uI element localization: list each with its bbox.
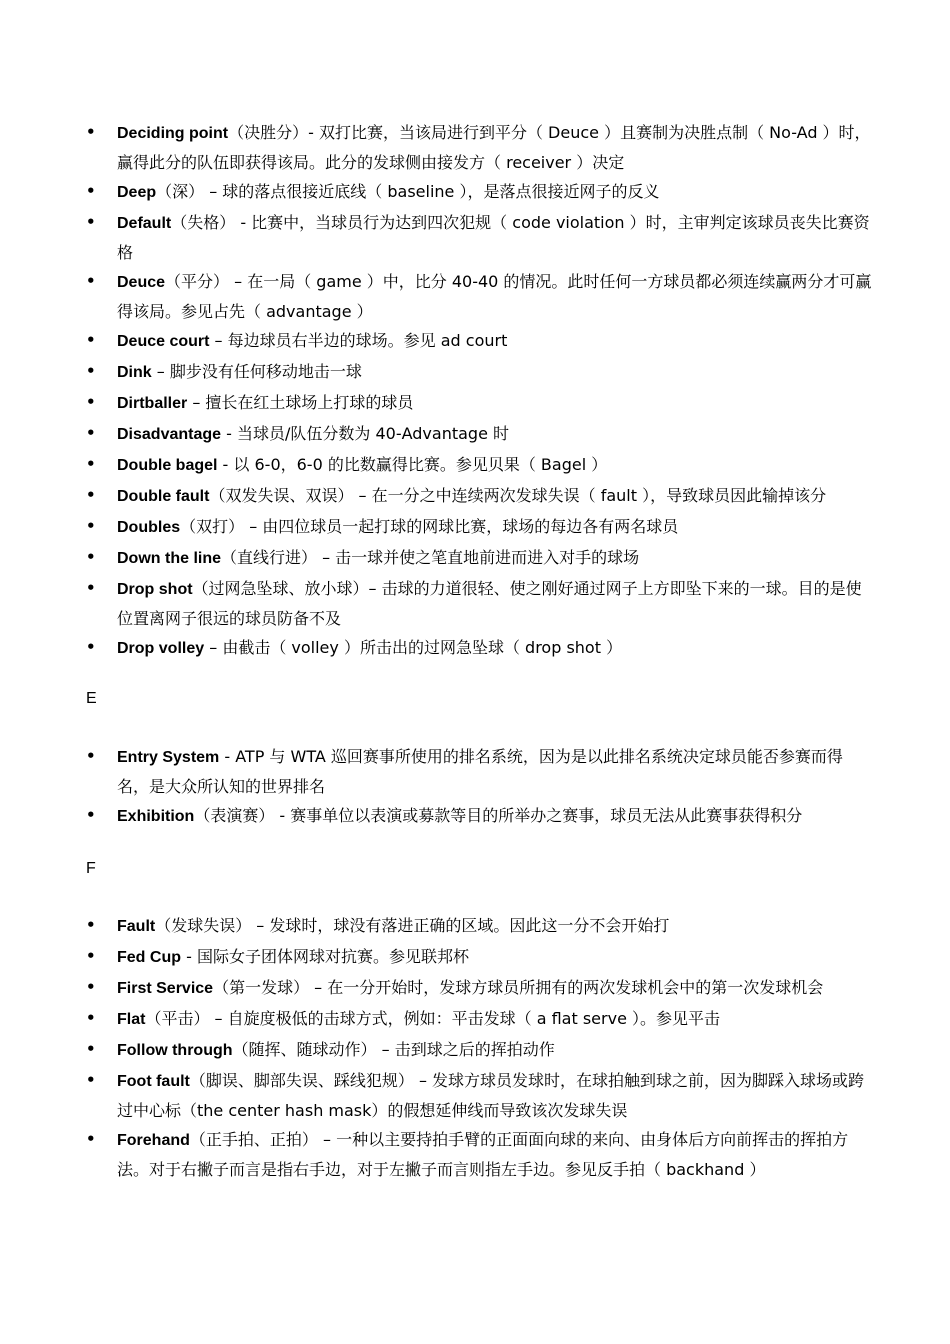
term: Dirtballer [117, 395, 188, 412]
definition: - 国际女子团体网球对抗赛。参见联邦杯 [181, 947, 469, 966]
list-item [0, 1066, 950, 1125]
definition: – 脚步没有任何移动地击一球 [151, 362, 362, 381]
definition: - ATP 与 WTA 巡回赛事所使用的排名系统，因为是以此排名系统决定球员能否参赛而得名，是大众所认知的世界排名 [117, 747, 843, 796]
definition: （过网急坠球、放小球）– 击球的力道很轻、使之刚好通过网子上方即坠下来的一球。目的是使位置离网子很远的球员防备不及 [117, 579, 862, 628]
bullet-icon: • [86, 213, 96, 231]
definition: （第一发球） – 在一分开始时，发球方球员所拥有的两次发球机会中的第一次发球机会 [213, 978, 824, 997]
bullet-icon: • [86, 362, 96, 380]
list-item [0, 419, 950, 450]
definition: - 当球员/队伍分数为 40-Advantage 时 [221, 424, 510, 443]
bullet-icon: • [86, 806, 96, 824]
term: Dink [117, 364, 152, 381]
definition: - 以 6-0，6-0 的比数赢得比赛。参见贝果（ Bagel ） [217, 455, 608, 474]
bullet-icon: • [86, 747, 96, 765]
list-item [0, 450, 950, 481]
list-item [0, 177, 950, 208]
definition: （失格） - 比赛中，当球员行为达到四次犯规（ code violation ）时，主审判定该球员丧失比赛资格 [117, 213, 870, 262]
list-item [0, 973, 950, 1004]
definition: （直线行进） – 击一球并使之笔直地前进而进入对手的球场 [221, 548, 640, 567]
definition: （平击） – 自旋度极低的击球方式，例如：平击发球（ a flat serve ）。参见平击 [145, 1009, 721, 1028]
term: Deciding point [117, 125, 229, 142]
list-item [0, 118, 950, 177]
section-letter-f: F [86, 860, 96, 877]
term: Deuce court [117, 333, 210, 350]
term: Fault [117, 918, 156, 935]
section-e [0, 742, 950, 832]
term: Deuce [117, 274, 166, 291]
list-item [0, 543, 950, 574]
definition: （决胜分）- 双打比赛，当该局进行到平分（ Deuce ）且赛制为决胜点制（ No-Ad ）时，赢得此分的队伍即获得该局。此分的发球侧由接发方（ receiver ）决定 [117, 123, 871, 172]
bullet-icon: • [86, 1130, 96, 1148]
definition: （脚误、脚部失误、踩线犯规） – 发球方球员发球时，在球拍触到球之前，因为脚踩入球场或跨过中心标（the center hash mask）的假想延伸线而导致该次发球失误 [117, 1071, 865, 1120]
bullet-icon: • [86, 638, 96, 656]
section-letter-e: E [86, 690, 97, 707]
bullet-icon: • [86, 1009, 96, 1027]
bullet-icon: • [86, 947, 96, 965]
bullet-icon: • [86, 272, 96, 290]
term: Double bagel [117, 457, 218, 474]
list-item [0, 1004, 950, 1035]
bullet-icon: • [86, 1040, 96, 1058]
definition: – 每边球员右半边的球场。参见 ad court [209, 331, 508, 350]
bullet-icon: • [86, 182, 96, 200]
term: Double fault [117, 488, 210, 505]
term: Entry System [117, 749, 220, 766]
bullet-icon: • [86, 486, 96, 504]
list-item [0, 574, 950, 633]
list-item [0, 481, 950, 512]
list-item [0, 801, 950, 832]
definition: （双打） – 由四位球员一起打球的网球比赛，球场的每边各有两名球员 [180, 517, 679, 536]
term: Exhibition [117, 808, 195, 825]
bullet-icon: • [86, 517, 96, 535]
term: Doubles [117, 519, 181, 536]
term: Default [117, 215, 172, 232]
definition: （平分） – 在一局（ game ）中，比分 40-40 的情况。此时任何一方球员都必须连续赢两分才可赢得该局。参见占先（ advantage ） [117, 272, 872, 321]
term: Flat [117, 1011, 146, 1028]
bullet-icon: • [86, 424, 96, 442]
definition: – 由截击（ volley ）所击出的过网急坠球（ drop shot ） [204, 638, 623, 657]
definition: – 擅长在红土球场上打球的球员 [187, 393, 414, 412]
bullet-icon: • [86, 916, 96, 934]
definition: （深） – 球的落点很接近底线（ baseline ），是落点很接近网子的反义 [156, 182, 660, 201]
list-item [0, 388, 950, 419]
bullet-icon: • [86, 1071, 96, 1089]
list-item [0, 512, 950, 543]
bullet-icon: • [86, 548, 96, 566]
term: Disadvantage [117, 426, 222, 443]
bullet-icon: • [86, 331, 96, 349]
definition: （发球失误） – 发球时，球没有落进正确的区域。因此这一分不会开始打 [155, 916, 670, 935]
term: Fed Cup [117, 949, 181, 966]
definition: （双发失误、双误） – 在一分之中连续两次发球失误（ fault ），导致球员因此输掉该分 [209, 486, 827, 505]
list-item [0, 267, 950, 326]
bullet-icon: • [86, 123, 96, 141]
list-item [0, 326, 950, 357]
list-item [0, 208, 950, 267]
definition: （随挥、随球动作） – 击到球之后的挥拍动作 [232, 1040, 555, 1059]
bullet-icon: • [86, 455, 96, 473]
definition: （表演赛） - 赛事单位以表演或募款等目的所举办之赛事，球员无法从此赛事获得积分 [194, 806, 803, 825]
term: Deep [117, 184, 157, 201]
list-item [0, 357, 950, 388]
bullet-icon: • [86, 978, 96, 996]
list-item [0, 942, 950, 973]
term: Down the line [117, 550, 221, 567]
term: Drop shot [117, 581, 193, 598]
section-f [0, 911, 950, 1184]
list-item [0, 1035, 950, 1066]
list-item [0, 1125, 950, 1184]
term: Drop volley [117, 640, 205, 657]
definition: （正手拍、正拍） – 一种以主要持拍手臂的正面面向球的来向、由身体后方向前挥击的挥拍方法。对于右撇子而言是指右手边，对于左撇子而言则指左手边。参见反手拍（ backhand ） [117, 1130, 849, 1179]
term: First Service [117, 980, 214, 997]
term: Foot fault [117, 1073, 190, 1090]
list-item [0, 742, 950, 801]
bullet-icon: • [86, 393, 96, 411]
list-item [0, 911, 950, 942]
list-item [0, 633, 950, 664]
bullet-icon: • [86, 579, 96, 597]
term: Forehand [117, 1132, 190, 1149]
term: Follow through [117, 1042, 233, 1059]
section-d [0, 118, 950, 664]
